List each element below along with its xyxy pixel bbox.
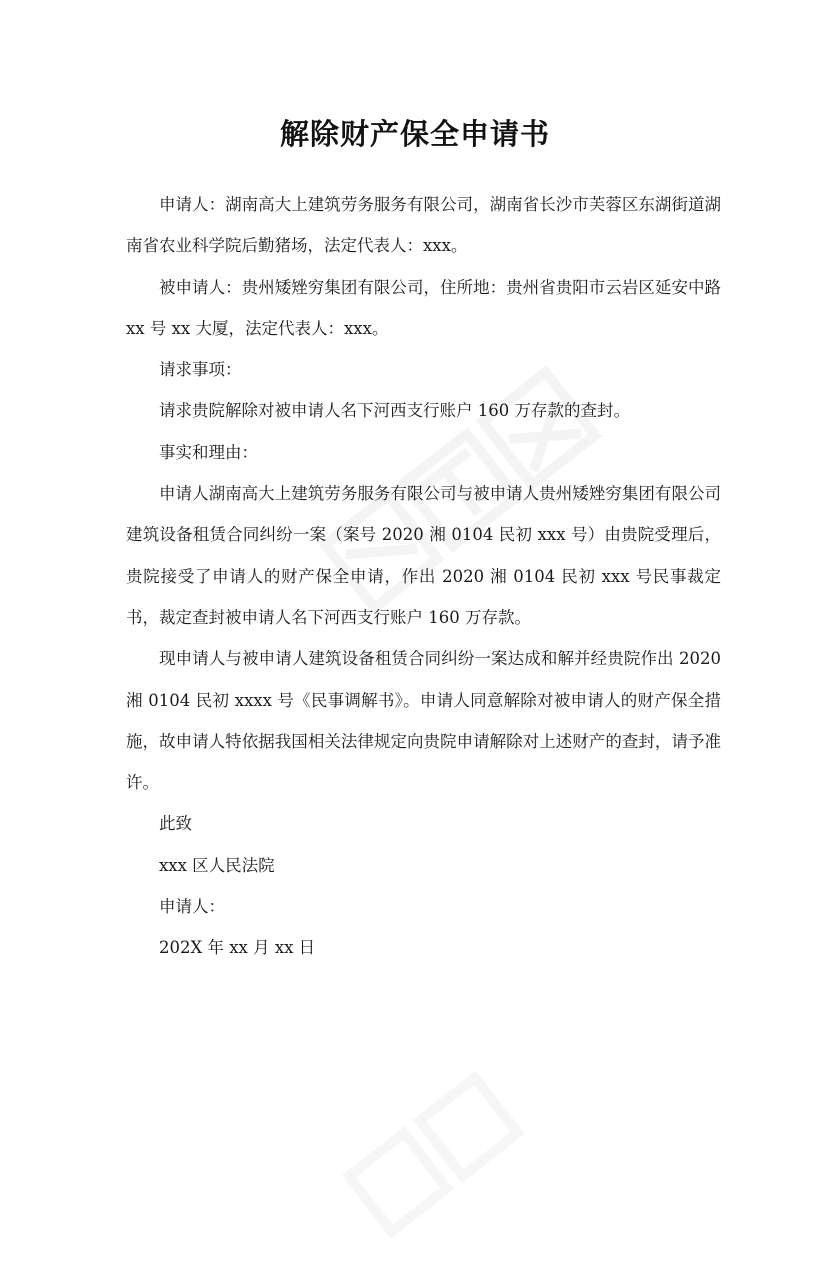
facts-heading: 事实和理由： — [159, 442, 258, 462]
court-name: xxx 区人民法院 — [159, 855, 275, 875]
facts-paragraph-1: 申请人湖南高大上建筑劳务服务有限公司与被申请人贵州矮矬穷集团有限公司建筑设备租赁合同纠纷一案（案号 2020 湘 0104 民初 xxx 号）由贵院受理后，贵院接受了申请人的财产保全申请，作出 2020 湘 0104 民初 xxx 号民事裁定书，裁定查封被申请人名下河西支行账户 160 万存款。 — [126, 484, 721, 627]
watermark-logo-secondary — [321, 1013, 600, 1267]
signature-label: 申请人： — [159, 897, 225, 917]
document-body — [126, 184, 721, 969]
facts-paragraph-2: 现申请人与被申请人建筑设备租赁合同纠纷一案达成和解并经贵院作出 2020 湘 0104 民初 xxxx 号《民事调解书》。申请人同意解除对被申请人的财产保全措施，故申请人特依据我国相关法律规定向贵院申请解除对上述财产的查封，请予准许。 — [126, 649, 721, 793]
request-heading: 请求事项： — [159, 360, 242, 380]
applicant-paragraph: 申请人：湖南高大上建筑劳务服务有限公司，湖南省长沙市芙蓉区东湖街道湖南省农业科学院后勤猪场，法定代表人：xxx。 — [126, 195, 721, 256]
document-date: 202X 年 xx 月 xx 日 — [159, 938, 316, 958]
closing-salutation: 此致 — [159, 814, 192, 834]
document-title: 解除财产保全申请书 — [279, 117, 550, 151]
respondent-paragraph: 被申请人：贵州矮矬穷集团有限公司，住所地：贵州省贵阳市云岩区延安中路 xx 号 xx 大厦，法定代表人：xxx。 — [126, 277, 721, 338]
request-body: 请求贵院解除对被申请人名下河西支行账户 160 万存款的查封。 — [159, 401, 630, 421]
